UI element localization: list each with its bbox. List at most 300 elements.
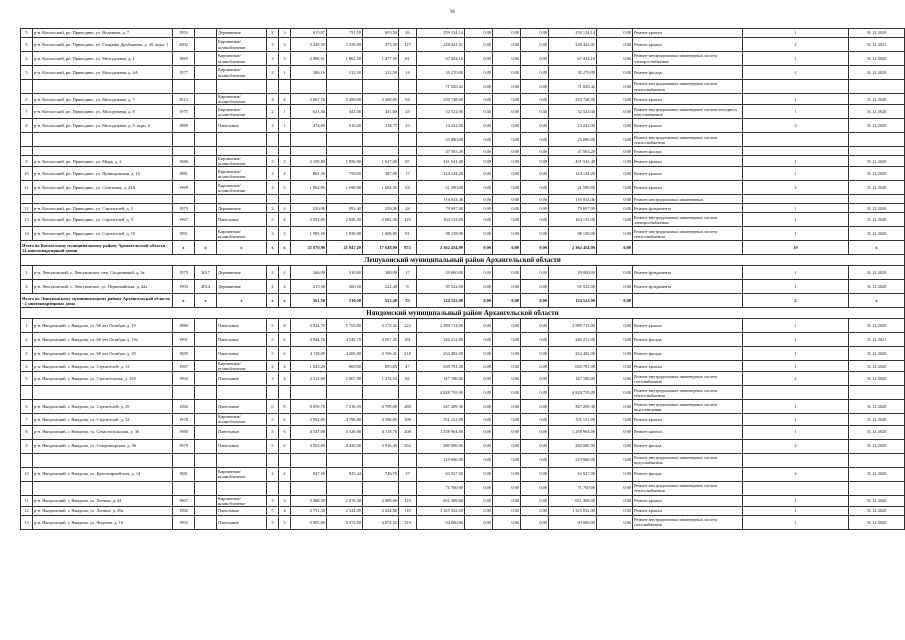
table-cell: р-н. Котласский, рп. Приводино, ул. Гагарина Дробышева, д. 20, корп. 1: [33, 38, 173, 52]
table-cell: 835,44: [327, 467, 363, 481]
table-cell: [33, 147, 173, 156]
table-cell: 651 369,00: [417, 495, 465, 506]
table-cell: 2 658,50: [327, 213, 363, 227]
table-cell: 0,00: [521, 372, 549, 386]
table-row: [21, 195, 905, 204]
table-cell: 0,00: [597, 94, 633, 105]
table-cell: 26: [399, 29, 417, 38]
table-cell: 31.12.2020: [849, 515, 905, 529]
table-cell: Кирпичные/ шлакоблочные: [217, 167, 267, 181]
table-cell: 1985: [173, 347, 195, 361]
table-cell: [21, 386, 33, 400]
table-cell: р-н. Котласский, рп. Приводино, ул. Приводинская, д. 15: [33, 167, 173, 181]
table-cell: 0,00: [493, 66, 521, 80]
table-cell: [849, 386, 905, 400]
table-cell: р-н. Котласский, рп. Приводино, ул. Строителей, д. 9: [33, 213, 173, 227]
table-cell: Кирпичные/ шлакоблочные: [217, 94, 267, 105]
table-cell: 0,00: [465, 204, 493, 213]
table-cell: 1: [743, 319, 849, 333]
table-cell: 3: [279, 156, 291, 167]
table-cell: 0,00: [521, 181, 549, 195]
table-row: [21, 506, 905, 515]
table-cell: [291, 195, 327, 204]
table-cell: 1986: [173, 319, 195, 333]
table-cell: [195, 506, 217, 515]
table-cell: 67 434,16: [549, 52, 597, 66]
table-cell: Ремонт внутридомовых инженерных систем водоснабжения: [633, 453, 743, 467]
table-cell: 21 590,00: [417, 181, 465, 195]
table-cell: [195, 439, 217, 453]
table-cell: x: [173, 294, 195, 308]
table-cell: [21, 195, 33, 204]
table-cell: 0,00: [521, 347, 549, 361]
table-cell: Кирпичные/ шлакоблочные: [217, 414, 267, 425]
table-cell: р-н. Котласский, рп. Приводино, ул. Молодежная, д. 9, корп. 6: [33, 119, 173, 133]
table-cell: 4 598,00: [363, 414, 399, 425]
table-cell: 0,00: [521, 38, 549, 52]
table-cell: 259 124,14: [549, 29, 597, 38]
table-cell: Ремонт фасада: [633, 467, 743, 481]
table-cell: 6: [267, 400, 279, 414]
table-cell: 0,00: [521, 506, 549, 515]
table-cell: 346,00: [291, 266, 327, 280]
table-cell: Ремонт кровли: [633, 414, 743, 425]
table-cell: 31.12.2020: [849, 400, 905, 414]
table-cell: 0,00: [493, 294, 521, 308]
table-cell: 0,00: [597, 372, 633, 386]
table-cell: 5 372,00: [327, 515, 363, 529]
table-cell: 31.12.2020: [849, 506, 905, 515]
table-cell: Ремонт фасада: [633, 66, 743, 80]
table-cell: 5 765,00: [327, 319, 363, 333]
table-cell: 701 121,90: [417, 414, 465, 425]
table-cell: [291, 481, 327, 495]
table-cell: 0,00: [597, 495, 633, 506]
table-cell: 0,00: [521, 227, 549, 241]
table-cell: 1 983,50: [291, 227, 327, 241]
table-cell: 1975: [173, 204, 195, 213]
table-cell: 0,00: [465, 80, 493, 94]
table-cell: 339 748,00: [417, 94, 465, 105]
table-cell: 47 583,29: [417, 147, 465, 156]
table-cell: [195, 495, 217, 506]
table-cell: 0,00: [521, 453, 549, 467]
table-row: [21, 204, 905, 213]
table-cell: 31.12.2020: [849, 204, 905, 213]
table-cell: 0,00: [521, 195, 549, 204]
table-cell: 0,00: [465, 266, 493, 280]
table-cell: 2: [743, 181, 849, 195]
table-cell: [849, 133, 905, 147]
table-cell: [363, 80, 399, 94]
table-cell: 0,00: [493, 94, 521, 105]
table-cell: 116 033,46: [417, 195, 465, 204]
table-cell: 0,00: [597, 105, 633, 119]
table-cell: 31.12.2020: [849, 439, 905, 453]
table-cell: 252: [399, 439, 417, 453]
table-cell: 2: [267, 280, 279, 294]
table-row: [21, 361, 905, 372]
table-cell: 1: [279, 105, 291, 119]
table-cell: Панельные: [217, 515, 267, 529]
table-cell: 0,00: [521, 119, 549, 133]
table-cell: Ремонт фасада: [633, 333, 743, 347]
table-cell: 47: [399, 361, 417, 372]
table-cell: Ремонт кровли: [633, 361, 743, 372]
table-cell: 0,00: [597, 181, 633, 195]
table-cell: 695,85: [363, 361, 399, 372]
table-cell: 0,00: [465, 453, 493, 467]
table-cell: [279, 133, 291, 147]
table-cell: x: [267, 294, 279, 308]
table-cell: 3 916,40: [363, 439, 399, 453]
table-cell: 2 082,30: [363, 213, 399, 227]
table-cell: [173, 481, 195, 495]
table-cell: 2 324,80: [363, 506, 399, 515]
table-cell: 0,00: [493, 347, 521, 361]
table-cell: 1979: [173, 439, 195, 453]
table-cell: 254 482,00: [417, 347, 465, 361]
table-cell: 561,50: [291, 294, 327, 308]
table-cell: [217, 195, 267, 204]
table-cell: [195, 156, 217, 167]
table-cell: 0,00: [465, 167, 493, 181]
table-cell: 71 028,42: [549, 80, 597, 94]
table-cell: [195, 181, 217, 195]
table-cell: 522,40: [363, 294, 399, 308]
table-cell: 0,00: [465, 506, 493, 515]
table-cell: 1981: [173, 167, 195, 181]
table-cell: Ремонт кровли: [633, 156, 743, 167]
table-cell: [399, 147, 417, 156]
table-cell: 0,00: [493, 227, 521, 241]
table-cell: 1952: [173, 29, 195, 38]
table-row: [21, 94, 905, 105]
table-cell: Ремонт кровли: [633, 319, 743, 333]
table-cell: 1 474,54: [363, 372, 399, 386]
table-cell: [399, 386, 417, 400]
table-cell: 1977: [173, 66, 195, 80]
table-cell: 35 270,00: [549, 66, 597, 80]
table-cell: 31.12.2020: [849, 425, 905, 439]
table-cell: 208: [399, 425, 417, 439]
table-cell: [21, 481, 33, 495]
table-cell: [849, 481, 905, 495]
table-cell: 63 927,00: [549, 467, 597, 481]
table-cell: Ремонт фасада: [633, 347, 743, 361]
table-cell: [33, 133, 173, 147]
table-cell: 475,30: [363, 38, 399, 52]
table-cell: 3: [21, 347, 33, 361]
table-cell: 2: [279, 266, 291, 280]
table-cell: 1: [743, 506, 849, 515]
table-cell: [173, 195, 195, 204]
table-cell: 4 205,00: [327, 347, 363, 361]
table-cell: 0,00: [465, 333, 493, 347]
table-cell: 0,00: [597, 227, 633, 241]
table-cell: 2 211,60: [291, 372, 327, 386]
table-cell: 1967: [173, 213, 195, 227]
table-cell: р-н. Котласский, рп. Приводино, ул. Молодежная, д. 1: [33, 52, 173, 66]
table-cell: 222,40: [363, 280, 399, 294]
table-cell: 1 258 964,00: [549, 425, 597, 439]
table-cell: 0,00: [597, 38, 633, 52]
table-cell: 63 927,00: [417, 467, 465, 481]
table-cell: 0,00: [521, 361, 549, 372]
table-cell: 0,00: [521, 156, 549, 167]
table-row: [21, 156, 905, 167]
table-cell: 5 005,00: [291, 515, 327, 529]
table-cell: 32 522,00: [549, 105, 597, 119]
table-row: [21, 400, 905, 414]
table-cell: 0,00: [465, 38, 493, 52]
table-cell: [217, 481, 267, 495]
table-cell: [195, 167, 217, 181]
table-cell: Кирпичные/ шлакоблочные: [217, 38, 267, 52]
table-cell: [327, 80, 363, 94]
table-cell: 2 524,00: [327, 506, 363, 515]
table-cell: 4: [267, 94, 279, 105]
table-cell: [267, 195, 279, 204]
table-cell: Ремонт внутридомовых инженерных систем холодного водоснабжения: [633, 105, 743, 119]
table-cell: 94 000,00: [417, 515, 465, 529]
table-cell: 431 541,40: [549, 156, 597, 167]
section-title: Няндомский муниципальный район Архангельской области: [21, 308, 905, 319]
table-cell: 4 607,20: [363, 333, 399, 347]
table-cell: 0,00: [521, 467, 549, 481]
table-cell: [195, 347, 217, 361]
table-cell: 0,00: [465, 241, 493, 255]
table-cell: [327, 453, 363, 467]
table-cell: 0,00: [493, 80, 521, 94]
table-cell: 2: [743, 439, 849, 453]
table-cell: [173, 453, 195, 467]
table-cell: 4 503,60: [291, 439, 327, 453]
table-cell: 147 180,00: [417, 372, 465, 386]
table-cell: 5 924,70: [291, 319, 327, 333]
table-cell: 1: [743, 400, 849, 414]
table-cell: 5: [267, 506, 279, 515]
table-cell: 0,00: [493, 361, 521, 372]
table-cell: [743, 80, 849, 94]
table-cell: [195, 467, 217, 481]
table-cell: 8 059,70: [291, 400, 327, 414]
table-cell: 2 067,90: [327, 372, 363, 386]
table-cell: 0,00: [597, 319, 633, 333]
table-cell: р-н. Няндомский, г. Няндома, ул. 60 лет Октября, д. 29: [33, 347, 173, 361]
table-cell: 0,00: [493, 495, 521, 506]
table-cell: 0,00: [493, 400, 521, 414]
table-cell: 1981: [173, 467, 195, 481]
table-cell: Деревянные: [217, 29, 267, 38]
table-cell: 0,00: [493, 266, 521, 280]
table-cell: 6: [21, 94, 33, 105]
table-cell: 650 781,00: [549, 361, 597, 372]
table-cell: 4: [279, 94, 291, 105]
table-cell: 1975: [173, 266, 195, 280]
table-cell: 441,00: [327, 105, 363, 119]
table-cell: 1 839,00: [327, 227, 363, 241]
table-cell: 10: [21, 167, 33, 181]
table-cell: 9: [21, 156, 33, 167]
table-cell: 4 545,70: [327, 333, 363, 347]
table-cell: Панельные: [217, 400, 267, 414]
table-cell: 0,00: [465, 386, 493, 400]
table-cell: [21, 453, 33, 467]
table-cell: р-н. Няндомский, г. Няндома, ул. Строителей, д. 25: [33, 400, 173, 414]
table-cell: 2017: [195, 266, 217, 280]
table-cell: 0,00: [493, 156, 521, 167]
table-cell: [195, 319, 217, 333]
table-cell: 0,00: [493, 467, 521, 481]
table-cell: 0,00: [493, 414, 521, 425]
table-cell: 127: [399, 38, 417, 52]
table-cell: 31.12.2020: [849, 66, 905, 80]
table-cell: 0,00: [493, 319, 521, 333]
table-row: [21, 439, 905, 453]
table-cell: 5 309,00: [363, 94, 399, 105]
table-cell: 0,00: [521, 80, 549, 94]
table-cell: 2 109,80: [291, 156, 327, 167]
table-cell: 11: [21, 495, 33, 506]
table-cell: 0,00: [465, 467, 493, 481]
table-cell: 0,00: [465, 181, 493, 195]
table-cell: 0,00: [465, 105, 493, 119]
table-cell: 13: [21, 515, 33, 529]
table-cell: 0,00: [521, 495, 549, 506]
table-cell: 2: [21, 280, 33, 294]
table-cell: [33, 195, 173, 204]
table-cell: 0,00: [493, 372, 521, 386]
table-cell: 2: [267, 266, 279, 280]
table-cell: 0,00: [597, 204, 633, 213]
table-cell: 4 944,70: [291, 333, 327, 347]
table-cell: 0,00: [521, 414, 549, 425]
table-cell: 1987: [173, 361, 195, 372]
table-cell: Кирпичные/ шлакоблочные: [217, 467, 267, 481]
table-cell: 1: [743, 156, 849, 167]
table-cell: 0,00: [465, 147, 493, 156]
table-cell: Панельные: [217, 333, 267, 347]
table-row: [21, 372, 905, 386]
table-cell: 0,00: [597, 80, 633, 94]
table-cell: Деревянные: [217, 266, 267, 280]
table-cell: Панельные: [217, 506, 267, 515]
table-cell: 2: [267, 105, 279, 119]
table-cell: р-н. Няндомский, г. Няндома, ул. Красноармейская, д. 14: [33, 467, 173, 481]
table-cell: [267, 386, 279, 400]
table-cell: р-н. Няндомский, г. Няндома, ул. 60 лет Октября, д. 19: [33, 319, 173, 333]
table-cell: 3 480,30: [291, 495, 327, 506]
table-cell: 0,00: [597, 29, 633, 38]
table-cell: 218: [399, 347, 417, 361]
table-cell: 3: [279, 52, 291, 66]
table-cell: 116 033,46: [549, 195, 597, 204]
table-cell: 71 028,42: [417, 80, 465, 94]
table-cell: Кирпичные/ шлакоблочные: [217, 156, 267, 167]
table-cell: 1 325 032,00: [417, 506, 465, 515]
table-cell: 3: [279, 181, 291, 195]
table-cell: 4: [279, 213, 291, 227]
table-cell: 228 441,01: [549, 38, 597, 52]
table-cell: 1 604,50: [363, 181, 399, 195]
table-cell: Деревянные: [217, 280, 267, 294]
table-cell: 0,00: [465, 280, 493, 294]
table-cell: 259 124,14: [417, 29, 465, 38]
table-cell: 1986: [173, 156, 195, 167]
table-cell: 1983: [173, 52, 195, 66]
table-cell: 254 482,00: [549, 347, 597, 361]
table-cell: 5: [267, 425, 279, 439]
table-cell: [849, 453, 905, 467]
table-cell: 0,00: [465, 29, 493, 38]
table-cell: 0,00: [521, 266, 549, 280]
table-cell: 5: [267, 515, 279, 529]
table-row: [21, 425, 905, 439]
table-cell: 3: [267, 372, 279, 386]
table-cell: 2: [279, 361, 291, 372]
table-cell: 2 362 454,09: [417, 241, 465, 255]
table-cell: 219 960,00: [549, 453, 597, 467]
table-cell: 6: [279, 425, 291, 439]
table-cell: Ремонт кровли: [633, 94, 743, 105]
table-cell: 147 180,00: [549, 372, 597, 386]
table-cell: 1: [743, 361, 849, 372]
table-cell: 79 697,00: [549, 204, 597, 213]
table-cell: 1991: [173, 333, 195, 347]
table-cell: 125: [399, 213, 417, 227]
table-cell: р-н. Няндомский, г. Няндома, ул. Ленина, д. 44: [33, 495, 173, 506]
table-cell: 0,00: [493, 280, 521, 294]
table-cell: 1: [743, 347, 849, 361]
table-cell: 2 076,40: [327, 495, 363, 506]
table-row: [21, 467, 905, 481]
table-cell: 0,00: [493, 38, 521, 52]
table-cell: 81: [399, 52, 417, 66]
table-cell: 0,00: [597, 133, 633, 147]
table-cell: 8: [279, 400, 291, 414]
table-cell: 31.12.2020: [849, 266, 905, 280]
table-cell: 0,00: [493, 506, 521, 515]
table-row: [21, 515, 905, 529]
table-cell: 615,07: [291, 29, 327, 38]
table-cell: 32 522,00: [417, 105, 465, 119]
table-cell: Ремонт внутридомовых инженерных систем теплоснабжения: [633, 80, 743, 94]
table-cell: 0,00: [521, 105, 549, 119]
table-cell: 0,00: [521, 333, 549, 347]
table-cell: 1993: [173, 515, 195, 529]
table-cell: [173, 133, 195, 147]
table-cell: 474,60: [291, 119, 327, 133]
table-cell: 4: [21, 52, 33, 66]
table-cell: 98 158,00: [549, 227, 597, 241]
table-cell: 5: [267, 347, 279, 361]
table-cell: Ремонт внутридомовых инженерных: [633, 195, 743, 204]
table-cell: [363, 386, 399, 400]
table-cell: [195, 94, 217, 105]
table-cell: Ремонт кровли: [633, 38, 743, 52]
table-cell: [217, 80, 267, 94]
table-cell: 0,00: [597, 467, 633, 481]
table-cell: 1 862,50: [327, 52, 363, 66]
table-cell: 31.12.2020: [849, 467, 905, 481]
table-cell: 1: [743, 333, 849, 347]
table-cell: 1975: [173, 105, 195, 119]
section-title: Лешуконский муниципальный район Архангельской области: [21, 255, 905, 266]
table-cell: 310,00: [327, 266, 363, 280]
table-cell: 1: [279, 66, 291, 80]
table-cell: 10: [21, 467, 33, 481]
